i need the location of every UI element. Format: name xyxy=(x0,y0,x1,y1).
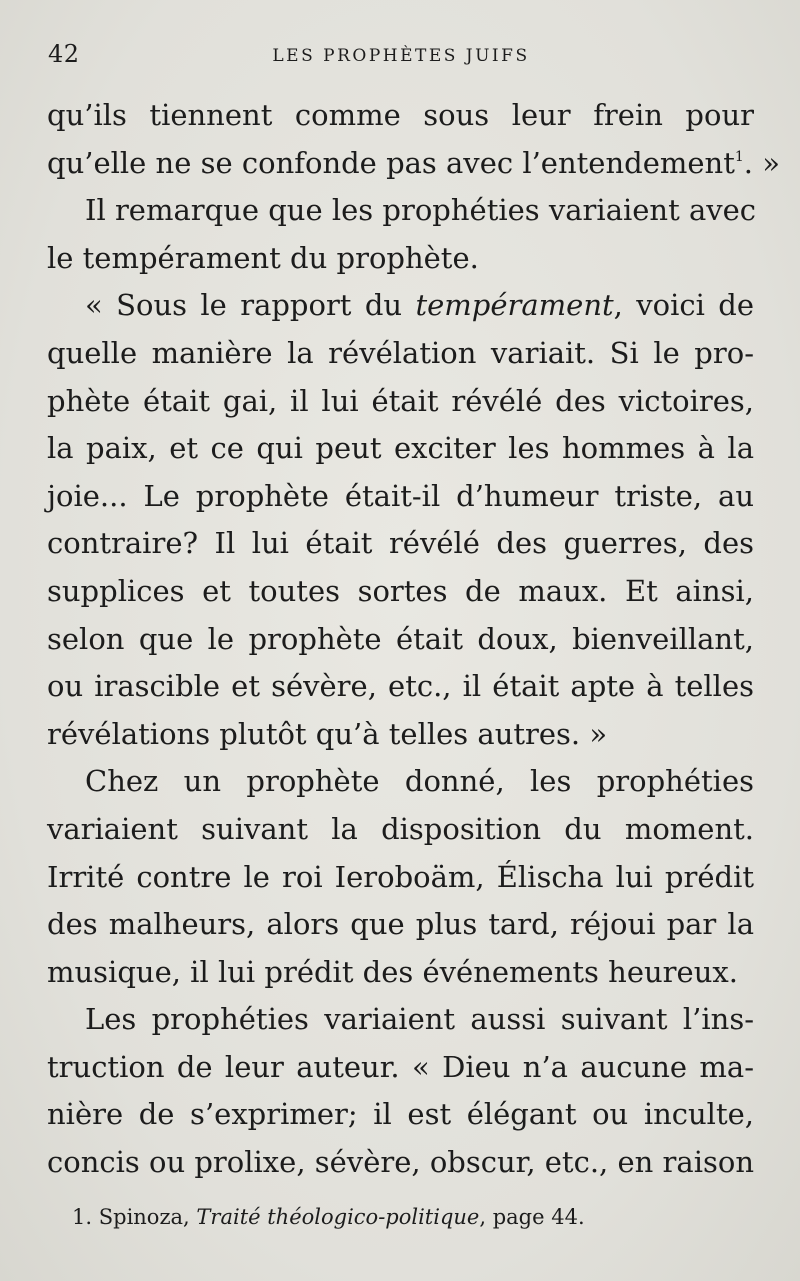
text-line: joie... Le prophète était-il d’humeur triste, au xyxy=(47,478,754,513)
text-line-part: qu’elle ne se confonde pas avec l’entendement xyxy=(47,145,735,180)
page-number: 42 xyxy=(48,40,80,68)
text-line: contraire? Il lui était révélé des guerres, des xyxy=(47,526,754,561)
text-line: concis ou prolixe, sévère, obscur, etc., en raison xyxy=(47,1145,754,1180)
footnote-title: Traité théologico-politique xyxy=(196,1205,480,1229)
text-line-part: , voici de xyxy=(613,288,755,323)
emphasized-word: tempérament xyxy=(415,288,614,323)
text-line: le tempérament du prophète. xyxy=(47,240,479,275)
footnote-marker: 1 xyxy=(734,148,744,165)
text-line: des malheurs, alors que plus tard, réjoui par la xyxy=(47,907,754,942)
text-line: musique, il lui prédit des événements heureux. xyxy=(47,954,738,989)
text-line: truction de leur auteur. « Dieu n’a aucune ma- xyxy=(47,1049,754,1084)
text-line-part: « Sous le rapport du xyxy=(85,288,403,323)
text-line: selon que le prophète était doux, bienveillant, xyxy=(47,621,754,656)
footnote-page: , page 44. xyxy=(479,1205,585,1229)
text-line: qu’ils tiennent comme sous leur frein pour xyxy=(47,98,754,132)
text-line: la paix, et ce qui peut exciter les hommes à la xyxy=(47,431,754,466)
body-text xyxy=(47,92,780,1187)
footnote xyxy=(72,1205,585,1229)
footnote-number: 1. xyxy=(72,1205,93,1229)
text-line: nière de s’exprimer; il est élégant ou inculte, xyxy=(47,1097,754,1132)
page-header xyxy=(48,40,754,74)
paragraph-start-line: Les prophéties variaient aussi suivant l’ins- xyxy=(85,1002,754,1037)
paragraph-start-line: Chez un prophète donné, les prophéties xyxy=(85,764,754,799)
text-line-part: . » xyxy=(743,145,780,180)
text-line: phète était gai, il lui était révélé des victoires, xyxy=(47,383,754,418)
paragraph-start-line: Il remarque que les prophéties variaient avec xyxy=(85,193,757,228)
text-line: variaient suivant la disposition du moment. xyxy=(47,811,754,846)
text-line: quelle manière la révélation variait. Si le pro- xyxy=(47,335,754,370)
text-line: ou irascible et sévère, etc., il était apte à telles xyxy=(47,669,754,704)
text-line xyxy=(47,140,780,188)
footnote-author: Spinoza, xyxy=(98,1205,190,1229)
text-line: supplices et toutes sortes de maux. Et ainsi, xyxy=(47,573,754,608)
text-line: Irrité contre le roi Ieroboäm, Élischa lui prédit xyxy=(47,859,754,894)
paragraph-start-line xyxy=(47,282,754,330)
running-title: LES PROPHÈTES JUIFS xyxy=(272,46,530,66)
text-line: révélations plutôt qu’à telles autres. » xyxy=(47,716,608,751)
